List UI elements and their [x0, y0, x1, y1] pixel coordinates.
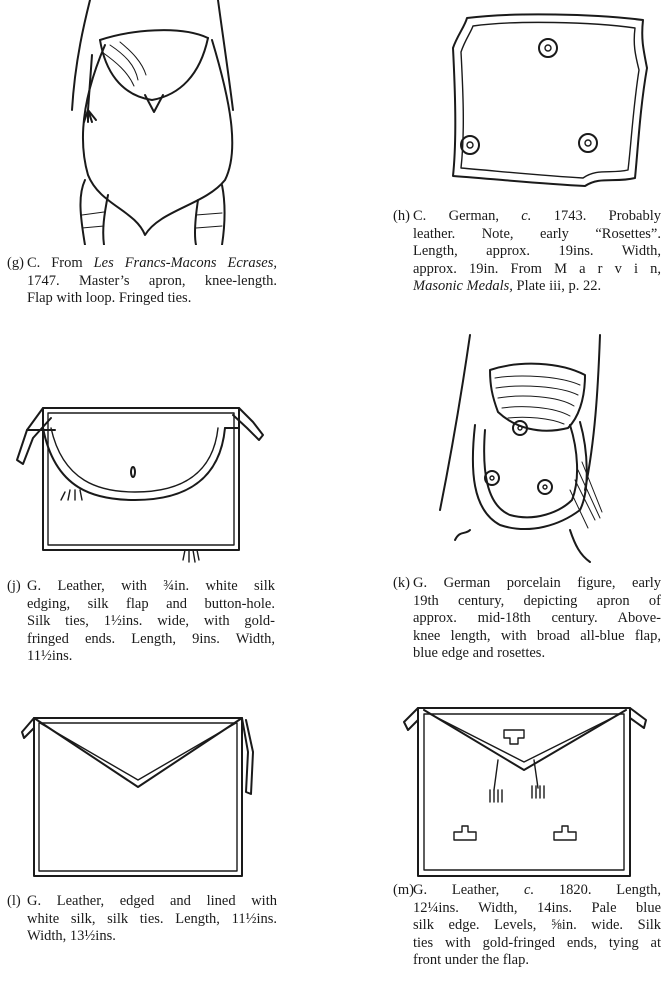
caption-line: edging, silk flap and button-hole. [27, 595, 275, 612]
caption-line: 12¼ins. Width, 14ins. Pale blue [413, 899, 661, 916]
figure-g-illustration [30, 0, 270, 245]
caption-line: Silk ties, 1½ins. wide, with gold- [27, 613, 275, 629]
caption-line: white silk, silk ties. Length, 11½ins. [27, 910, 277, 927]
caption-line: G. German porcelain figure, early [413, 575, 661, 591]
caption-line: 11½ins. [27, 648, 73, 664]
caption-line: leather. Note, early “Rosettes”. [413, 225, 661, 242]
caption-line: C. From Les Francs-Macons Ecrases, [27, 255, 277, 271]
figure-h-caption [393, 208, 662, 296]
caption-line: G. Leather, c. 1820. Length, [413, 882, 661, 898]
figure-m-caption [393, 882, 661, 970]
caption-italic: Masonic Medals, [413, 278, 513, 294]
caption-line: G. Leather, with ¾in. white silk [27, 578, 275, 594]
caption-line: fringed ends. Length, 9ins. Width, [27, 630, 275, 647]
caption-text [27, 893, 277, 946]
figure-j-label: (j) [7, 578, 21, 594]
caption-line: Width, 13½ins. [27, 928, 116, 944]
figure-j-caption [7, 578, 275, 666]
caption-line: G. Leather, edged and lined with [27, 893, 277, 909]
caption-text [27, 255, 277, 308]
caption-line: front under the flap. [413, 952, 529, 968]
figure-h-label: (h) [393, 208, 410, 224]
caption-text [413, 575, 661, 663]
caption-line: 1747. Master’s apron, knee-length. [27, 272, 277, 289]
figure-g-caption [7, 255, 277, 308]
caption-italic: c. [521, 208, 532, 224]
caption-line: ties with gold-fringed ends, tying at [413, 934, 661, 951]
caption-line: approx. mid-18th century. Above- [413, 610, 661, 626]
figure-m-label: (m) [393, 882, 414, 898]
figure-l-caption [7, 893, 277, 946]
figure-k-label: (k) [393, 575, 410, 591]
figure-l-illustration [18, 712, 258, 882]
figure-h-illustration [445, 8, 655, 198]
caption-italic: c. [524, 882, 535, 898]
caption-italic: Les Francs-Macons Ecrases, [93, 255, 277, 271]
caption-line: Flap with loop. Fringed ties. [27, 290, 192, 306]
caption-text [27, 578, 275, 666]
caption-line: blue edge and rosettes. [413, 645, 546, 661]
caption-line: Masonic Medals, Plate iii, p. 22. [413, 278, 602, 294]
figure-j-illustration [15, 400, 270, 565]
figure-l-label: (l) [7, 893, 21, 909]
caption-line: Length, approx. 19ins. Width, [413, 243, 661, 259]
caption-text [413, 208, 661, 296]
figure-g-label: (g) [7, 255, 24, 271]
caption-line: C. German, c. 1743. Probably [413, 208, 662, 224]
figure-k-caption [393, 575, 661, 663]
caption-line: knee length, with broad all-blue flap, [413, 627, 661, 644]
figure-m-illustration [400, 702, 650, 882]
figure-k-illustration [420, 330, 620, 565]
caption-line: approx. 19in. From M a r v i n, [413, 260, 661, 277]
caption-line: silk edge. Levels, ⅝in. wide. Silk [413, 917, 661, 933]
caption-text [413, 882, 661, 970]
caption-line: 19th century, depicting apron of [413, 592, 661, 609]
